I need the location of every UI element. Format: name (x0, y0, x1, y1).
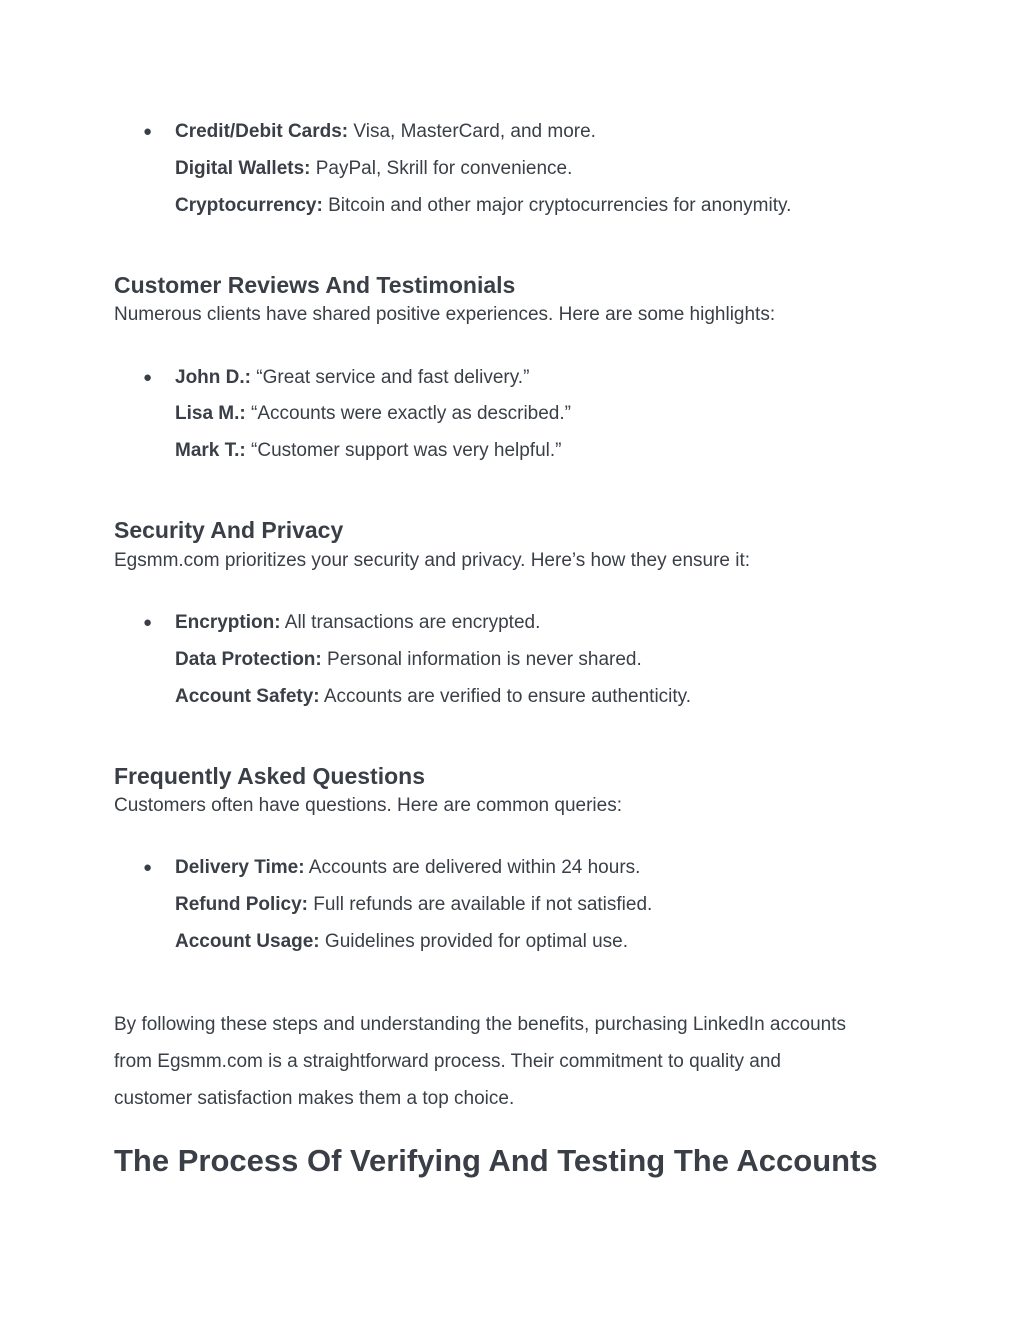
item-text: “Customer support was very helpful.” (245, 440, 562, 461)
item-label: Data Protection: (175, 649, 322, 670)
item-label: Account Usage: (175, 931, 320, 952)
section-intro: Customers often have questions. Here are common queries: (114, 795, 622, 816)
paragraph-line: from Egsmm.com is a straightforward process. Their commitment to quality and (114, 1051, 781, 1072)
section-heading: Frequently Asked Questions (114, 763, 425, 789)
list-item (175, 685, 691, 709)
item-text: Full refunds are available if not satisfied. (308, 894, 653, 915)
list-bullet: ● (143, 614, 153, 631)
item-label: Cryptocurrency: (175, 195, 323, 216)
list-item (175, 648, 642, 672)
list-item (175, 194, 791, 218)
paragraph-line: customer satisfaction makes them a top choice. (114, 1088, 515, 1109)
paragraph-line: By following these steps and understanding the benefits, purchasing LinkedIn accounts (114, 1014, 846, 1035)
list-item (175, 366, 529, 390)
item-text: “Great service and fast delivery.” (251, 367, 530, 388)
item-label: Account Safety: (175, 686, 320, 707)
section-intro: Numerous clients have shared positive experiences. Here are some highlights: (114, 304, 776, 325)
section-heading: Security And Privacy (114, 517, 344, 543)
list-item (175, 856, 640, 880)
section-heading: Customer Reviews And Testimonials (114, 272, 516, 298)
list-bullet: ● (143, 369, 153, 386)
item-label: Refund Policy: (175, 894, 309, 915)
item-label: Credit/Debit Cards: (175, 121, 349, 142)
list-item (175, 930, 628, 954)
item-label: Digital Wallets: (175, 158, 311, 179)
list-item (175, 611, 540, 635)
item-text: Guidelines provided for optimal use. (319, 931, 629, 952)
item-text: Personal information is never shared. (321, 649, 642, 670)
section-intro: Egsmm.com prioritizes your security and privacy. Here’s how they ensure it: (114, 550, 751, 571)
list-item (175, 402, 571, 426)
list-item (175, 120, 596, 144)
item-text: Accounts are verified to ensure authenticity. (319, 686, 692, 707)
item-label: Delivery Time: (175, 857, 305, 878)
item-text: Accounts are delivered within 24 hours. (304, 857, 641, 878)
list-bullet: ● (143, 123, 153, 140)
list-item (175, 893, 652, 917)
list-item (175, 157, 572, 181)
item-text: “Accounts were exactly as described.” (245, 403, 571, 424)
list-bullet: ● (143, 859, 153, 876)
item-label: Lisa M.: (175, 403, 246, 424)
list-item (175, 439, 561, 463)
page-heading: The Process Of Verifying And Testing The Accounts (114, 1143, 878, 1178)
item-label: Mark T.: (175, 440, 246, 461)
item-text: Visa, MasterCard, and more. (348, 121, 596, 142)
item-text: All transactions are encrypted. (280, 612, 541, 633)
conclusion-paragraph (114, 1006, 914, 1117)
item-text: PayPal, Skrill for convenience. (310, 158, 573, 179)
item-label: John D.: (175, 367, 251, 388)
item-text: Bitcoin and other major cryptocurrencies for anonymity. (322, 195, 792, 216)
item-label: Encryption: (175, 612, 281, 633)
